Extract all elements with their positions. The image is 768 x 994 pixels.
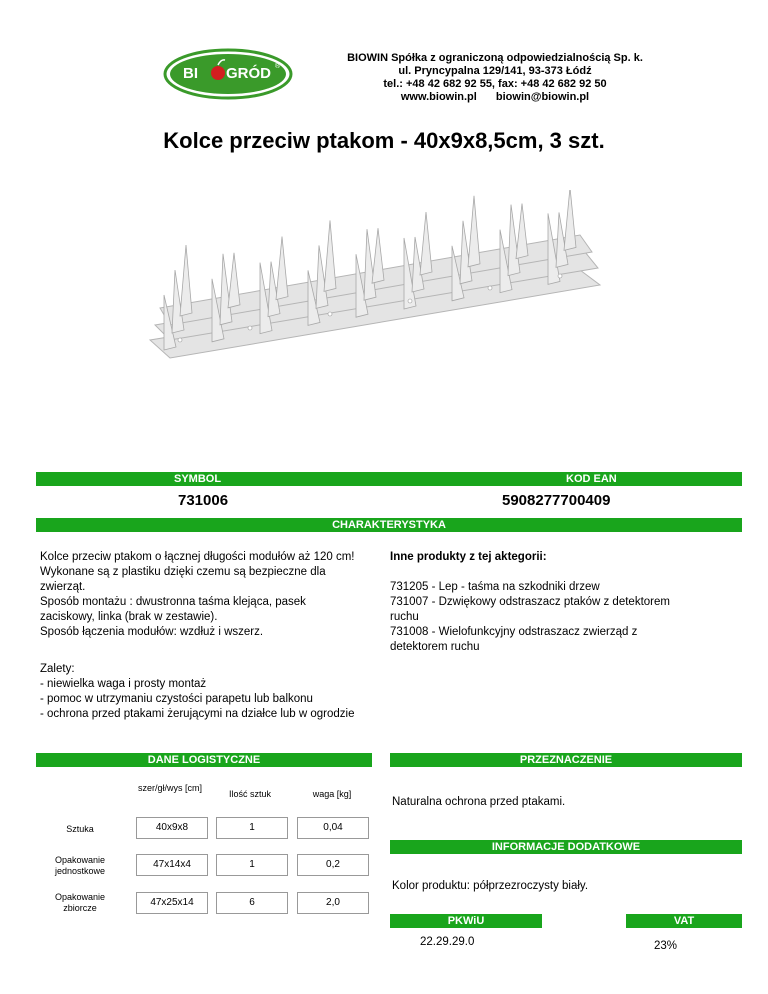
spike-shape <box>180 245 192 316</box>
spike-shape <box>276 237 288 300</box>
row-label-bulk-package: Opakowanie zbiorcze <box>54 892 106 913</box>
logo-text-right: GRÓD <box>226 65 271 82</box>
advantages-line: - pomoc w utrzymaniu czystości parapetu lub balkonu <box>40 693 313 705</box>
purpose-text: Naturalna ochrona przed ptakami. <box>392 796 566 808</box>
additional-info-text: Kolor produktu: półprzezroczysty biały. <box>392 880 589 892</box>
spike-shape <box>372 228 384 283</box>
row-label-piece: Sztuka <box>66 824 94 834</box>
advantages-line: - ochrona przed ptakami żerującymi na działce lub w ogrodzie <box>40 708 355 720</box>
logo-registered-mark: ® <box>275 63 281 70</box>
cell-weight: 0,2 <box>297 854 369 876</box>
cell-qty: 1 <box>216 854 288 876</box>
other-product-item: 731007 - Dzwiękowy odstraszacz ptaków z detektorem ruchu <box>390 596 670 623</box>
company-email[interactable]: biowin@biowin.pl <box>495 91 590 103</box>
ean-value: 5908277700409 <box>502 492 611 509</box>
pkwiu-value: 22.29.29.0 <box>420 936 475 948</box>
column-header-weight: waga [kg] <box>312 789 352 799</box>
company-address: ul. Pryncypalna 129/141, 93-373 Łódź <box>398 65 592 77</box>
company-phone: tel.: +48 42 682 92 55, fax: +48 42 682 92 50 <box>383 78 607 90</box>
product-image <box>140 190 610 390</box>
description-line: Kolce przeciw ptakom o łącznej długości modułów aż 120 cm! Wykonane są z plastiku dzięki czemu są bezpieczne dla zwierząt. <box>40 551 355 593</box>
logo-text-left: BI <box>183 65 198 82</box>
spike-shape <box>324 220 336 291</box>
spike-shape <box>228 253 240 308</box>
description-line: Sposób montażu : dwustronna taśma klejąca, pasek zaciskowy, linka (brak w zestawie). <box>40 596 306 623</box>
vat-header: VAT <box>626 914 742 928</box>
advantages-line: Zalety: <box>40 663 75 675</box>
advantages-line: - niewielka waga i prosty montaż <box>40 678 207 690</box>
biogrod-logo <box>163 48 293 100</box>
company-website[interactable]: www.biowin.pl <box>400 91 477 103</box>
other-product-item: 731008 - Wielofunkcyjny odstraszacz zwierząd z detektorem ruchu <box>390 626 638 653</box>
spike-shape <box>468 196 480 267</box>
company-web <box>330 91 660 104</box>
ean-label: KOD EAN <box>566 473 617 485</box>
cell-weight: 2,0 <box>297 892 369 914</box>
other-products-heading: Inne produkty z tej aktegorii: <box>390 551 547 563</box>
cell-qty: 6 <box>216 892 288 914</box>
cell-dims: 47x14x4 <box>136 854 208 876</box>
symbol-label: SYMBOL <box>174 473 222 485</box>
company-name: BIOWIN Spółka z ograniczoną odpowiedzialnością Sp. k. <box>347 52 643 64</box>
logistics-header: DANE LOGISTYCZNE <box>36 753 372 767</box>
description-line: Sposób łączenia modułów: wzdłuż i wszerz. <box>40 626 264 638</box>
other-product-item: 731205 - Lep - taśma na szkodniki drzew <box>390 581 600 593</box>
characteristics-header: CHARAKTERYSTYKA <box>36 518 742 532</box>
page-title: Kolce przeciw ptakom - 40x9x8,5cm, 3 szt. <box>163 128 605 153</box>
column-header-qty: Ilość sztuk <box>228 789 271 799</box>
spike-shape <box>516 204 528 259</box>
purpose-header: PRZEZNACZENIE <box>390 753 742 767</box>
spike-shape <box>420 212 432 275</box>
symbol-value: 731006 <box>178 492 229 509</box>
symbol-ean-header <box>36 472 742 486</box>
pkwiu-header: PKWiU <box>390 914 542 928</box>
additional-info-header: INFORMACJE DODATKOWE <box>390 840 742 854</box>
product-description <box>40 550 360 722</box>
other-products <box>390 550 670 655</box>
row-label-unit-package: Opakowanie jednostkowe <box>54 855 106 876</box>
cell-dims: 47x25x14 <box>136 892 208 914</box>
cell-weight: 0,04 <box>297 817 369 839</box>
column-header-dims: szer/gł/wys [cm] <box>137 783 202 793</box>
cell-qty: 1 <box>216 817 288 839</box>
vat-value: 23% <box>654 940 678 952</box>
cell-dims: 40x9x8 <box>136 817 208 839</box>
spike-shape <box>564 190 576 250</box>
company-info <box>330 52 660 104</box>
